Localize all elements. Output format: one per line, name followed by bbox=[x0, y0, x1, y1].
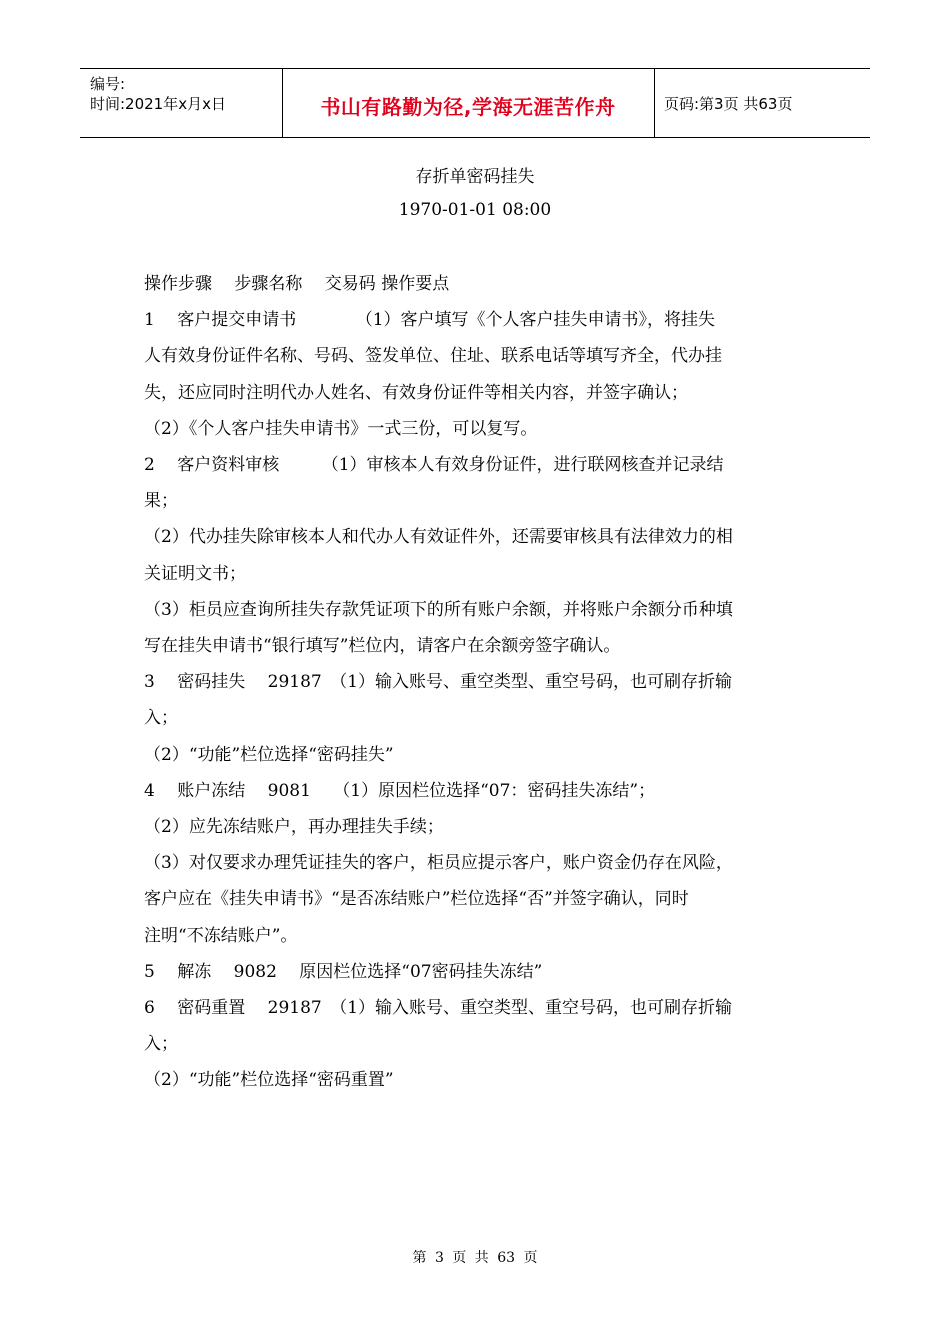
body-line: （3）对仅要求办理凭证挂失的客户，柜员应提示客户，账户资金仍存在风险， bbox=[144, 853, 733, 874]
body-line: 4 账户冻结 9081 （1）原因栏位选择“07：密码挂失冻结”； bbox=[144, 780, 656, 801]
body-line: 客户应在《挂失申请书》“是否冻结账户”栏位选择“否”并签字确认，同时 bbox=[144, 889, 689, 910]
body-line: 人有效身份证件名称、号码、签发单位、住址、联系电话等填写齐全，代办挂 bbox=[144, 346, 722, 367]
body-line: 写在挂失申请书“银行填写”栏位内，请客户在余额旁签字确认。 bbox=[144, 636, 621, 657]
document-number-label: 编号: bbox=[90, 75, 126, 93]
body-line: 操作步骤 步骤名称 交易码 操作要点 bbox=[144, 274, 450, 294]
header-meta-cell bbox=[80, 69, 283, 137]
page-header bbox=[80, 68, 870, 138]
document-date: 1970-01-01 08:00 bbox=[398, 200, 552, 220]
body-line: （2）“功能”栏位选择“密码重置” bbox=[144, 1070, 394, 1091]
document-time-label: 时间:2021年x月x日 bbox=[90, 95, 226, 113]
body-line: 注明“不冻结账户”。 bbox=[144, 925, 298, 946]
body-line: 1 客户提交申请书 （1）客户填写《个人客户挂失申请书》，将挂失 bbox=[144, 310, 716, 331]
body-line: 2 客户资料审核 （1）审核本人有效身份证件，进行联网核查并记录结 bbox=[144, 455, 724, 476]
header-motto: 书山有路勤为径,学海无涯苦作舟 bbox=[320, 95, 616, 119]
document-title: 存折单密码挂失 bbox=[415, 167, 535, 187]
body-line: （2）代办挂失除审核本人和代办人有效证件外，还需要审核具有法律效力的相 bbox=[144, 527, 733, 548]
body-line: （2）《个人客户挂失申请书》一式三份，可以复写。 bbox=[144, 418, 538, 439]
page-footer: 第 3 页 共 63 页 bbox=[412, 1250, 538, 1266]
body-line: 果； bbox=[144, 491, 178, 512]
body-line: （2）“功能”栏位选择“密码挂失” bbox=[144, 744, 394, 765]
header-motto-cell bbox=[282, 69, 655, 137]
body-line: 6 密码重置 29187 （1）输入账号、重空类型、重空号码，也可刷存折输 bbox=[144, 998, 733, 1019]
body-line: 失，还应同时注明代办人姓名、有效身份证件等相关内容，并签字确认； bbox=[144, 382, 688, 403]
body-line: 入； bbox=[144, 1034, 178, 1055]
body-line: 入； bbox=[144, 708, 178, 729]
body-line: 关证明文书； bbox=[144, 563, 246, 584]
body-line: 3 密码挂失 29187 （1）输入账号、重空类型、重空号码，也可刷存折输 bbox=[144, 672, 733, 693]
header-page-info: 页码:第3页 共63页 bbox=[664, 95, 793, 113]
header-page-cell bbox=[654, 69, 870, 137]
document-body bbox=[144, 266, 814, 1099]
body-line: 5 解冻 9082 原因栏位选择“07密码挂失冻结” bbox=[144, 961, 543, 982]
body-line: （2）应先冻结账户，再办理挂失手续； bbox=[144, 817, 444, 838]
body-line: （3）柜员应查询所挂失存款凭证项下的所有账户余额，并将账户余额分币种填 bbox=[144, 599, 733, 620]
